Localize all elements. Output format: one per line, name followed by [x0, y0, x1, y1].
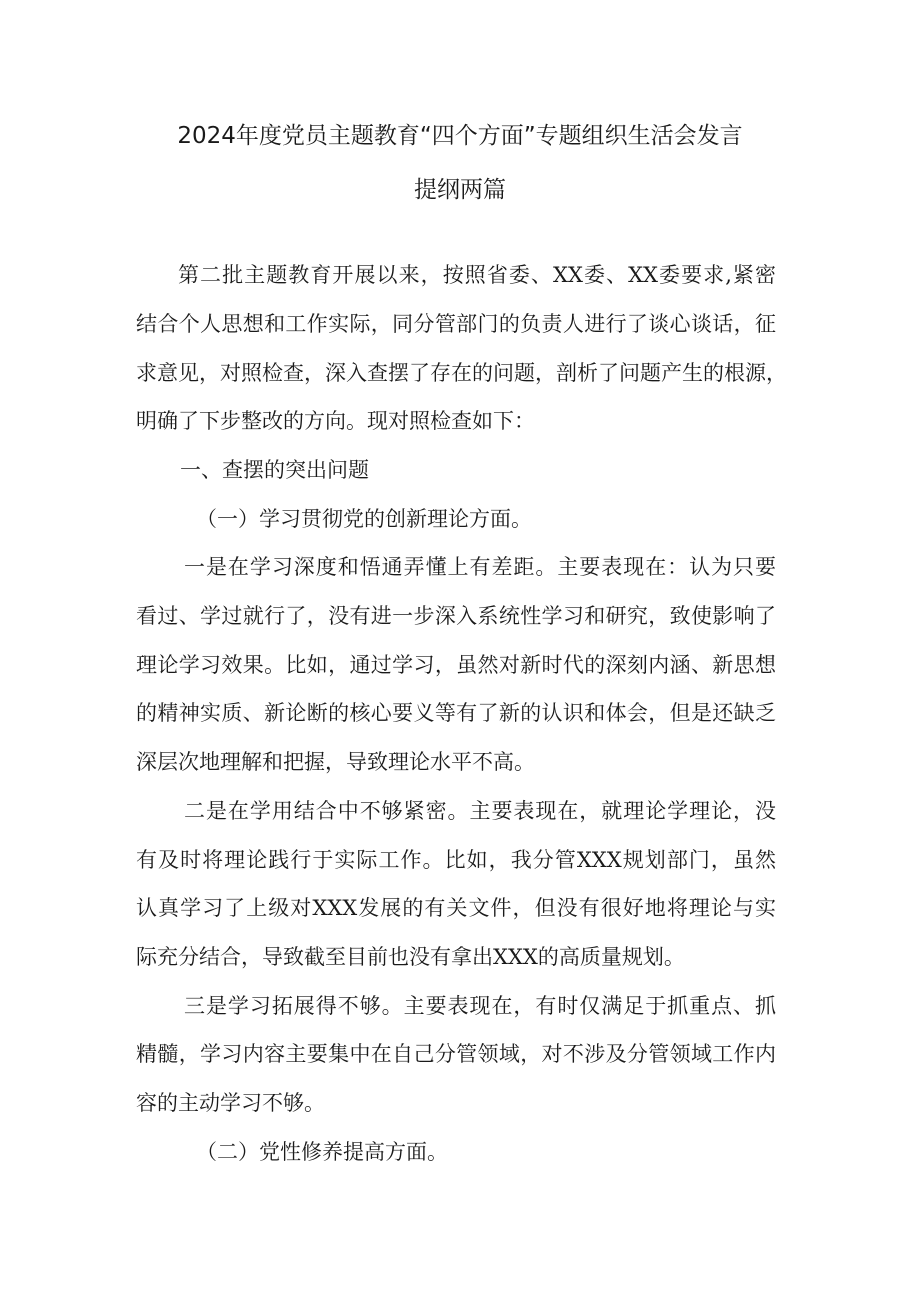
paragraph-line: 际充分结合，导致截至目前也没有拿出XXX的高质量规划。	[136, 945, 685, 969]
paragraph-line: 容的主动学习不够。	[136, 1091, 325, 1115]
paragraph-line: 第二批主题教育开展以来，按照省委、XX委、XX委要求,紧密	[178, 263, 776, 287]
section-heading: 一、查摆的突出问题	[180, 458, 369, 482]
paragraph-line: 有及时将理论践行于实际工作。比如，我分管XXX规划部门，虽然	[136, 848, 776, 872]
paragraph-line: 明确了下步整改的方向。现对照检查如下：	[136, 409, 535, 433]
paragraph-line: 结合个人思想和工作实际，同分管部门的负责人进行了谈心谈话，征	[136, 312, 776, 336]
document-title-line-2: 提纲两篇	[414, 177, 506, 203]
paragraph-line: 三是学习拓展得不够。主要表现在，有时仅满足于抓重点、抓	[184, 994, 776, 1018]
paragraph-line: 求意见，对照检查，深入查摆了存在的问题，剖析了问题产生的根源，	[136, 361, 787, 385]
subsection-heading: （二）党性修养提高方面。	[196, 1140, 448, 1164]
document-title-line-1: 2024年度党员主题教育“四个方面”专题组织生活会发言	[177, 123, 743, 149]
paragraph-line: 精髓，学习内容主要集中在自己分管领域，对不涉及分管领域工作内	[136, 1042, 776, 1066]
paragraph-line: 深层次地理解和把握，导致理论水平不高。	[136, 750, 535, 774]
subsection-heading: （一）学习贯彻党的创新理论方面。	[196, 507, 532, 531]
paragraph-line: 二是在学用结合中不够紧密。主要表现在，就理论学理论，没	[184, 799, 776, 823]
paragraph-line: 的精神实质、新论断的核心要义等有了新的认识和体会，但是还缺乏	[136, 701, 776, 725]
paragraph-line: 认真学习了上级对XXX发展的有关文件，但没有很好地将理论与实	[136, 896, 776, 920]
paragraph-line: 理论学习效果。比如，通过学习，虽然对新时代的深刻内涵、新思想	[136, 653, 776, 677]
paragraph-line: 看过、学过就行了，没有进一步深入系统性学习和研究，致使影响了	[136, 604, 776, 628]
paragraph-line: 一是在学习深度和悟通弄懂上有差距。主要表现在：认为只要	[184, 555, 776, 579]
